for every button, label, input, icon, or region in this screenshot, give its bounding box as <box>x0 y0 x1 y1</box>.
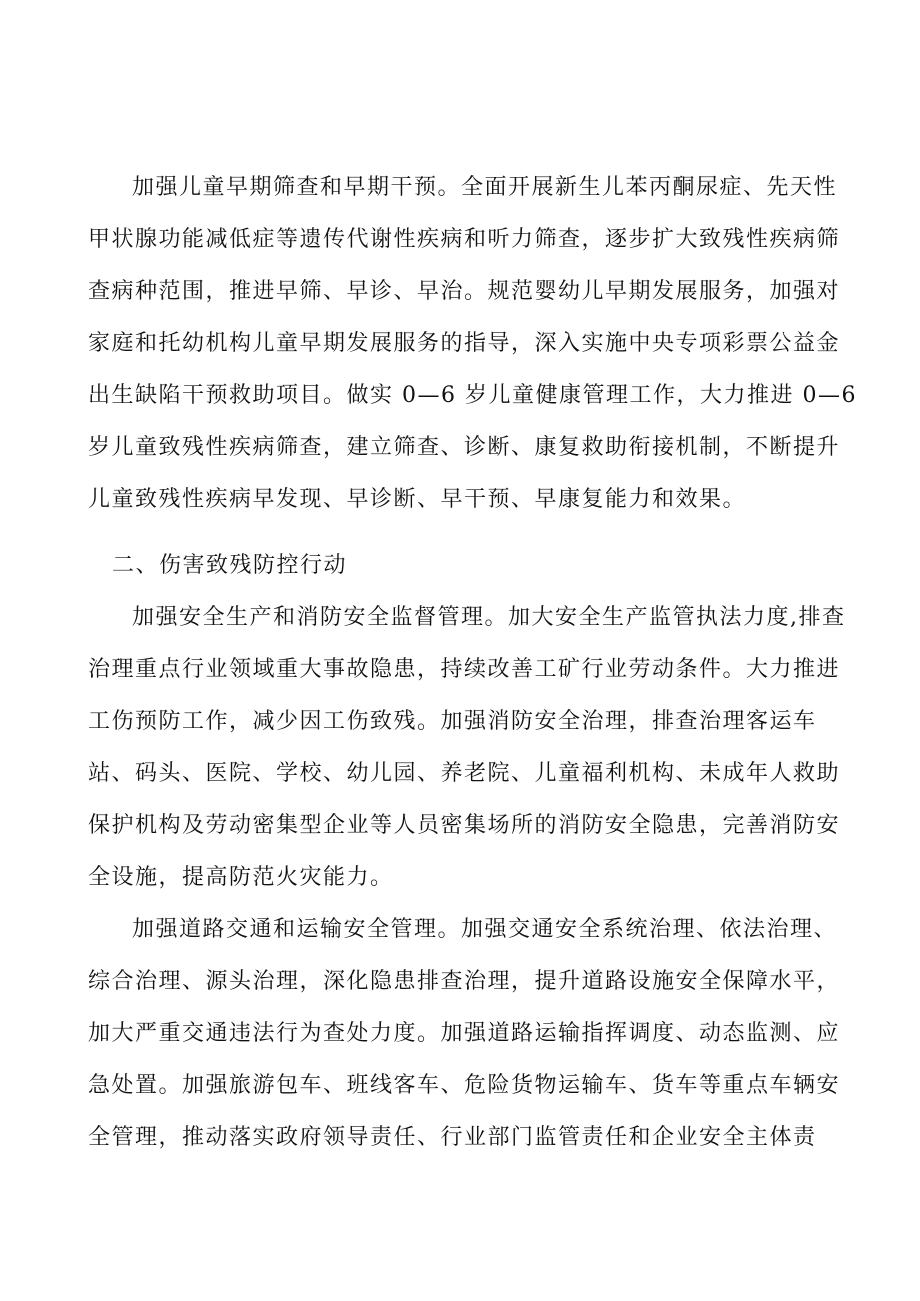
text-line: 加强道路交通和运输安全管理。加强交通安全系统治理、依法治理、 <box>132 917 838 942</box>
text-line: 家庭和托幼机构儿童早期发展服务的指导，深入实施中央专项彩票公益金 <box>88 331 841 356</box>
text-line: 查病种范围，推进早筛、早诊、早治。规范婴幼儿早期发展服务，加强对 <box>88 279 841 304</box>
text-line: 加大严重交通违法行为查处力度。加强道路运输指挥调度、动态监测、应 <box>88 1021 841 1046</box>
text-line: 儿童致残性疾病早发现、早诊断、早干预、早康复能力和效果。 <box>88 487 747 512</box>
text-line: 出生缺陷干预救助项目。做实 0—6 岁儿童健康管理工作，大力推进 0—6 <box>88 383 857 408</box>
text-line: 全管理，推动落实政府领导责任、行业部门监管责任和企业安全主体责 <box>88 1125 817 1150</box>
text-line: 站、码头、医院、学校、幼儿园、养老院、儿童福利机构、未成年人救助 <box>88 761 841 786</box>
text-line: 保护机构及劳动密集型企业等人员密集场所的消防安全隐患，完善消防安 <box>88 813 841 838</box>
text-line: 加强安全生产和消防安全监督管理。加大安全生产监管执法力度,排查 <box>132 605 846 630</box>
section-heading: 二、伤害致残防控行动 <box>112 553 348 578</box>
text-line: 加强儿童早期筛查和早期干预。全面开展新生儿苯丙酮尿症、先天性 <box>132 175 838 200</box>
text-line: 急处置。加强旅游包车、班线客车、危险货物运输车、货车等重点车辆安 <box>88 1073 841 1098</box>
text-line: 工伤预防工作，减少因工伤致残。加强消防安全治理，排查治理客运车 <box>88 709 817 734</box>
text-line: 综合治理、源头治理，深化隐患排查治理，提升道路设施安全保障水平， <box>88 969 841 994</box>
text-line: 治理重点行业领域重大事故隐患，持续改善工矿行业劳动条件。大力推进 <box>88 657 841 682</box>
text-line: 全设施，提高防范火灾能力。 <box>88 865 394 890</box>
text-line: 岁儿童致残性疾病筛查，建立筛查、诊断、康复救助衔接机制，不断提升 <box>88 435 841 460</box>
text-line: 甲状腺功能减低症等遗传代谢性疾病和听力筛查，逐步扩大致残性疾病筛 <box>88 227 841 252</box>
